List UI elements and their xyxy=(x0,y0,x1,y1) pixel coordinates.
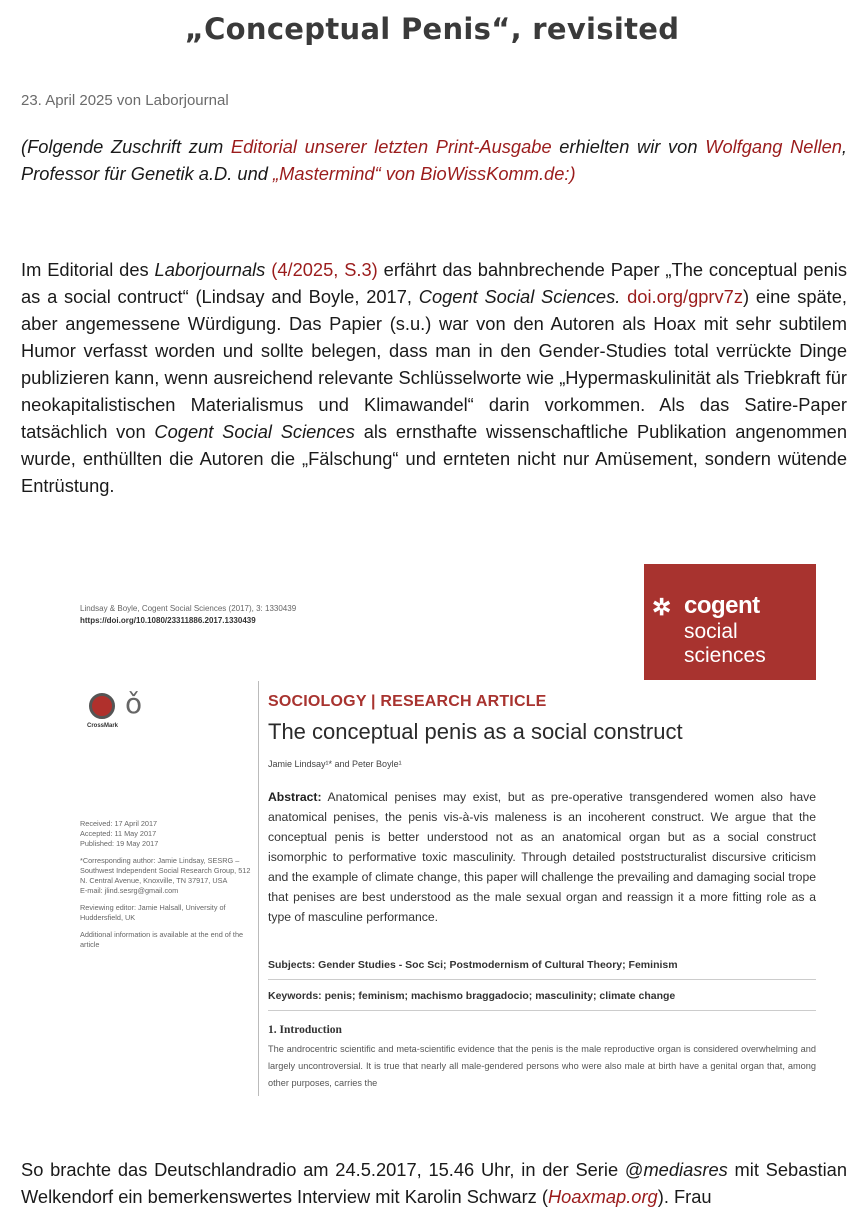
cogent-logo-word-1: cogent xyxy=(684,592,760,619)
cogent-logo-words xyxy=(684,620,766,668)
body1-text-4: als ernsthafte wissenschaftliche Publikation angenommen wurde, enthüllten die Autoren die „Fälschung“ und ernteten nicht nur Amüsement, sondern wütende Entrüstung. xyxy=(21,421,847,496)
paper-citation xyxy=(80,603,296,627)
paper-authors: Jamie Lindsay¹* and Peter Boyle¹ xyxy=(268,759,402,769)
cogent-logo-word-2: social xyxy=(684,620,738,643)
paper-keywords: Keywords: penis; feminism; machismo braggadocio; masculinity; climate change xyxy=(268,990,676,1002)
open-access-icon: ǒ xyxy=(125,687,143,720)
body2-text-1: So brachte das Deutschlandradio am 24.5.2017, 15.46 Uhr, in der Serie @ xyxy=(21,1159,644,1180)
paper-sidebar xyxy=(80,819,258,950)
paper-cite-line: Lindsay & Boyle, Cogent Social Sciences (2017), 3: 1330439 xyxy=(80,604,297,613)
biowisskomm-link[interactable]: „Mastermind“ von BioWissKomm.de:) xyxy=(273,163,576,184)
body1-text-3: ) eine späte, aber angemessene Würdigung. Das Papier (s.u.) war von den Autoren als Hoax mit sehr subtilem Humor verfasst worden und sollte belegen, dass man in den Gender-Studies total verrückte Dinge publizieren kann, wenn ausreichend relevante Schlüsselworte wie „Hypermaskulinität als Triebkraft für neokapitalistischen Materialismus und Klimawandel“ darin vorkommen. Als das Satire-Paper tatsächlich von xyxy=(21,286,847,442)
paper-received: Received: 17 April 2017 xyxy=(80,819,158,828)
paper-intro-text: The androcentric scientific and meta-scientific evidence that the penis is the male reproductive organ is considered overwhelming and largely uncontroversial. It is true that nearly all male-gendered persons who were also male at birth have a genital organ that, among other purposes, carries the xyxy=(268,1044,816,1088)
paper-badges xyxy=(87,687,169,738)
editorial-link[interactable]: Editorial unserer letzten Print-Ausgabe xyxy=(230,136,552,157)
body2-text-2: mit Sebastian Welkendorf ein bemerkenswertes Interview mit Karolin Schwarz ( xyxy=(21,1159,847,1207)
crossmark-icon xyxy=(89,693,115,719)
cogent-logo xyxy=(644,564,816,680)
cogent-logo-word-3: sciences xyxy=(684,644,766,667)
doi-link[interactable]: doi.org/gprv7z xyxy=(627,286,743,307)
crossmark-label: CrossMark xyxy=(87,723,119,729)
body1-italic-1: Laborjournals xyxy=(154,259,266,280)
cogent-flower-icon: ✲ xyxy=(652,594,672,620)
body-paragraph-2 xyxy=(21,1156,847,1210)
paper-rule-1 xyxy=(268,979,816,980)
paper-abstract xyxy=(268,787,816,927)
body1-text-2: erfährt das bahnbrechende Paper „The conceptual penis as a social contruct“ (Lindsay and Boyle, 2017, xyxy=(21,259,847,307)
paper-section: SOCIOLOGY | RESEARCH ARTICLE xyxy=(268,693,547,710)
intro-paragraph xyxy=(21,133,847,187)
body-paragraph-1 xyxy=(21,256,847,499)
intro-text-3: , Professor für Genetik a.D. und xyxy=(21,136,847,184)
author-link[interactable]: Wolfgang Nellen xyxy=(705,136,842,157)
paper-column-divider xyxy=(258,681,259,1096)
paper-intro-heading: 1. Introduction xyxy=(268,1024,342,1036)
body1-text-1: Im Editorial des xyxy=(21,259,155,280)
intro-text-1: (Folgende Zuschrift zum xyxy=(21,136,231,157)
paper-reviewing: Reviewing editor: Jamie Halsall, University of Huddersfield, UK xyxy=(80,903,226,922)
article-title: „Conceptual Penis“, revisited xyxy=(184,12,680,46)
body2-italic-1: mediasres xyxy=(643,1159,728,1180)
paper-additional: Additional information is available at the end of the article xyxy=(80,930,244,949)
paper-rule-2 xyxy=(268,1010,816,1011)
paper-doi-line: https://doi.org/10.1080/23311886.2017.1330439 xyxy=(80,616,256,625)
body1-italic-3: Cogent Social Sciences xyxy=(154,421,355,442)
paper-corresponding: *Corresponding author: Jamie Lindsay, SESRG – Southwest Independent Social Research Group, 512 N. Central Avenue, Knoxville, TN 37917, USA xyxy=(80,856,251,885)
body2-text-3: ). Frau xyxy=(657,1186,712,1207)
paper-image xyxy=(58,553,828,1098)
paper-email: E-mail: jlind.sesrg@gmail.com xyxy=(80,886,179,895)
paper-accepted: Accepted: 11 May 2017 xyxy=(80,829,157,838)
hoaxmap-link[interactable]: Hoaxmap.org xyxy=(547,1186,658,1207)
paper-abstract-label: Abstract: xyxy=(268,790,322,804)
paper-abstract-text: Anatomical penises may exist, but as pre-operative transgendered women also have anatomical penises, the penis vis-à-vis maleness is an incoherent construct. We argue that the conceptual penis is better understood not as an anatomical organ but as a social construct isomorphic to performative toxic masculinity. Through detailed poststructuralist discursive criticism and the example of climate change, this paper will challenge the prevailing and damaging social trope that penises are best understood as the male sexual organ and reassign it a more fitting role as a type of masculine performance. xyxy=(268,790,816,924)
issue-link[interactable]: (4/2025, S.3) xyxy=(271,259,378,280)
body1-italic-2: Cogent Social Sciences. xyxy=(418,286,621,307)
paper-title: The conceptual penis as a social construct xyxy=(268,719,683,744)
intro-text-2: erhielten wir von xyxy=(551,136,706,157)
article-meta: 23. April 2025 von Laborjournal xyxy=(21,92,229,109)
paper-subjects: Subjects: Gender Studies - Soc Sci; Postmodernism of Cultural Theory; Feminism xyxy=(268,959,678,971)
paper-published: Published: 19 May 2017 xyxy=(80,839,159,848)
